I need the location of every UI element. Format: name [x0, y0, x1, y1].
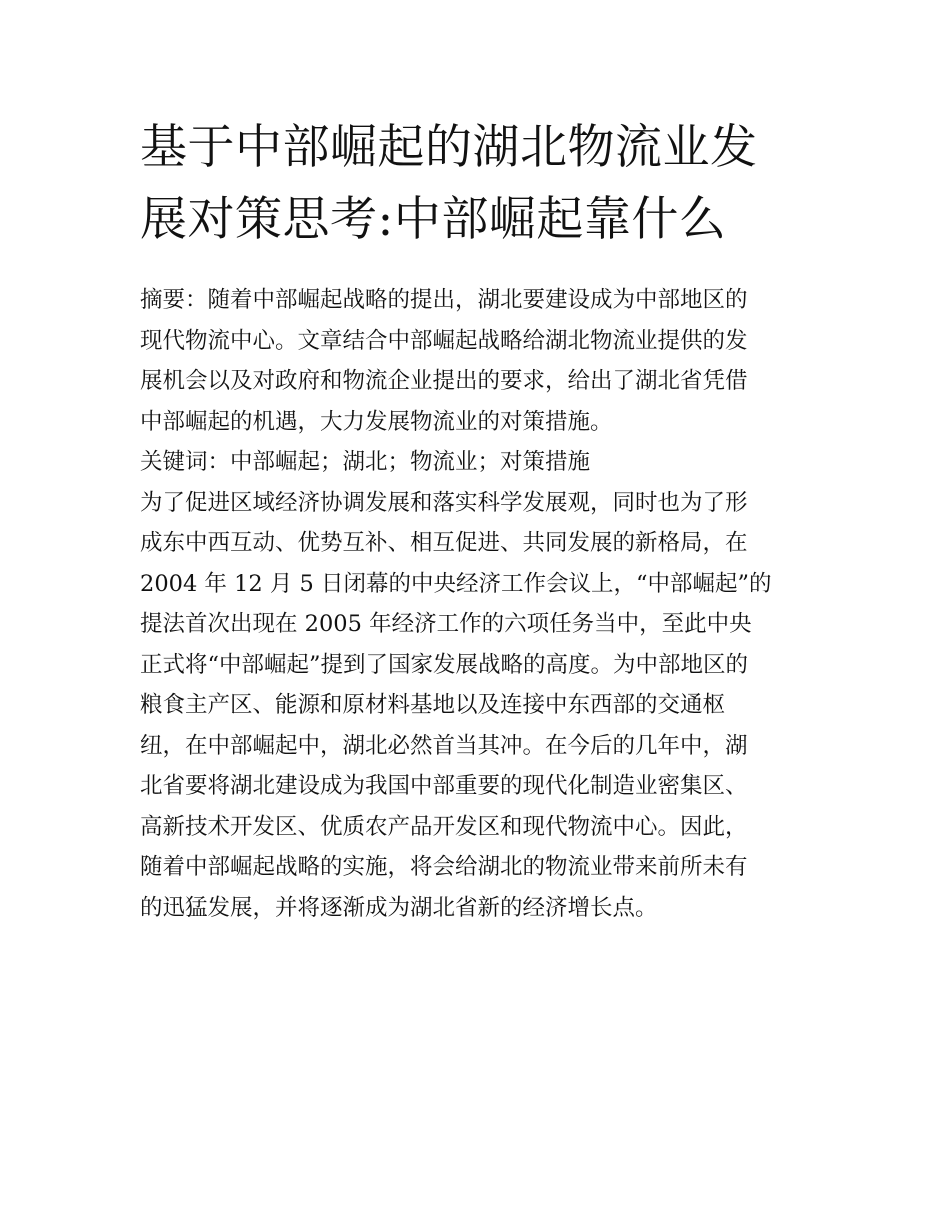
- title-line: 基于中部崛起的湖北物流业发: [140, 120, 758, 175]
- document-title: [140, 112, 812, 256]
- text-line: 2004 年 12 月 5 日闭幕的中央经济工作会议上，“中部崛起”的: [140, 570, 772, 597]
- text-line: 随着中部崛起战略的实施，将会给湖北的物流业带来前所未有: [140, 854, 748, 880]
- text-line: 摘要：随着中部崛起战略的提出，湖北要建设成为中部地区的: [140, 287, 748, 313]
- text-line: 成东中西互动、优势互补、相互促进、共同发展的新格局，在: [140, 530, 748, 556]
- text-line: 提法首次出现在 2005 年经济工作的六项任务当中，至此中央: [140, 611, 752, 637]
- text-line: 展机会以及对政府和物流企业提出的要求，给出了湖北省凭借: [140, 368, 748, 394]
- text-line: 为了促进区域经济协调发展和落实科学发展观，同时也为了形: [140, 489, 748, 516]
- keywords-line: 关键词：中部崛起；湖北；物流业；对策措施: [140, 449, 591, 475]
- document-body: [140, 280, 812, 928]
- body-paragraph: [140, 483, 812, 929]
- text-line: 现代物流中心。文章结合中部崛起战略给湖北物流业提供的发: [140, 327, 748, 354]
- abstract-paragraph: [140, 280, 812, 442]
- document-page: [140, 112, 812, 928]
- title-line: 展对策思考:中部崛起靠什么: [140, 192, 727, 247]
- text-line: 高新技术开发区、优质农产品开发区和现代物流中心。因此，: [140, 813, 748, 840]
- text-line: 纽，在中部崛起中，湖北必然首当其冲。在今后的几年中，湖: [140, 732, 748, 759]
- text-line: 的迅猛发展，并将逐渐成为湖北省新的经济增长点。: [140, 894, 658, 921]
- text-line: 北省要将湖北建设成为我国中部重要的现代化制造业密集区、: [140, 773, 748, 799]
- text-line: 正式将“中部崛起”提到了国家发展战略的高度。为中部地区的: [140, 651, 749, 678]
- text-line: 中部崛起的机遇，大力发展物流业的对策措施。: [140, 408, 613, 435]
- text-line: 粮食主产区、能源和原材料基地以及连接中东西部的交通枢: [140, 692, 726, 718]
